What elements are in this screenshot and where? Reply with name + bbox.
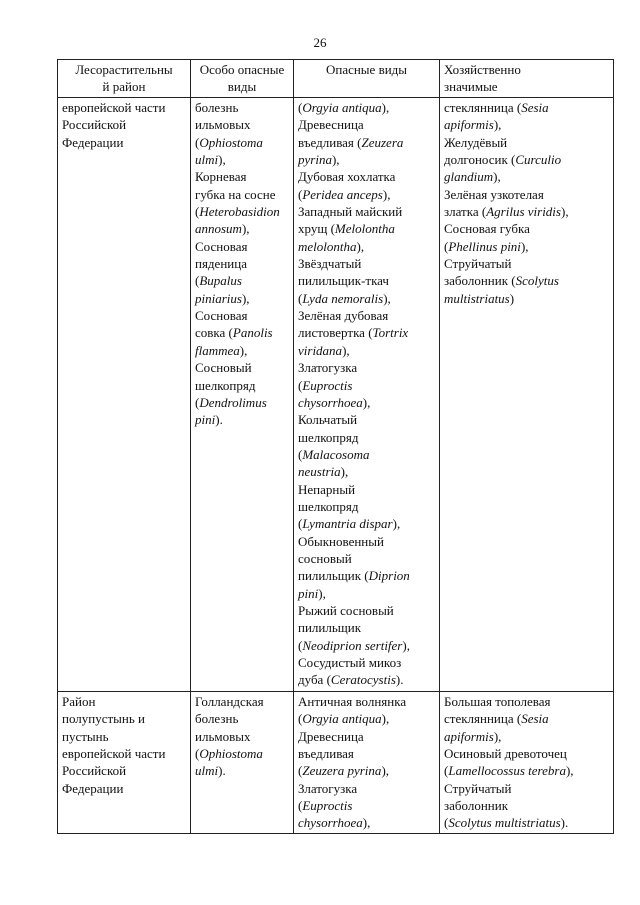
economically-significant-cell bbox=[440, 98, 614, 692]
text-segment: Златогузка bbox=[298, 780, 358, 796]
latin-name: Panolis bbox=[232, 325, 273, 341]
text-segment: ), bbox=[402, 637, 410, 653]
latin-name: ulmi bbox=[195, 152, 219, 168]
text-segment: ( bbox=[444, 238, 449, 254]
text-line bbox=[298, 814, 435, 831]
text-segment: ( bbox=[298, 763, 303, 779]
text-line bbox=[444, 186, 609, 203]
text-segment: ( bbox=[298, 446, 303, 462]
text-segment: ( bbox=[298, 516, 303, 532]
text-segment: ильмовых bbox=[195, 728, 251, 744]
text-segment: ( bbox=[298, 711, 303, 727]
text-segment: Древесница bbox=[298, 117, 364, 133]
latin-name: Lyda nemoralis bbox=[302, 290, 384, 306]
text-segment: шелкопряд bbox=[195, 377, 256, 393]
text-segment: совка ( bbox=[195, 325, 233, 341]
text-line bbox=[444, 693, 609, 710]
text-segment: Сосновая bbox=[195, 238, 248, 254]
text-line bbox=[62, 780, 186, 797]
latin-name: Ceratocystis bbox=[330, 672, 396, 688]
text-segment: ), bbox=[239, 342, 248, 358]
text-line bbox=[195, 203, 289, 220]
text-line bbox=[195, 186, 289, 203]
text-segment: ), bbox=[381, 711, 390, 727]
latin-name: neustria bbox=[298, 464, 341, 480]
text-line bbox=[444, 238, 609, 255]
text-segment: ( bbox=[195, 746, 200, 762]
text-line bbox=[62, 116, 186, 133]
latin-name: Curculio bbox=[515, 152, 562, 168]
text-line bbox=[444, 780, 609, 797]
text-line bbox=[62, 710, 186, 727]
text-line bbox=[298, 797, 435, 814]
latin-name: Bupalus bbox=[199, 273, 242, 289]
text-segment: полупустынь и bbox=[62, 711, 146, 727]
text-line: Лесорастительны bbox=[75, 62, 173, 77]
text-segment: Зелёная узкотелая bbox=[444, 186, 544, 202]
text-line bbox=[62, 134, 186, 151]
dangerous-cell bbox=[294, 692, 440, 834]
text-segment: Российской bbox=[62, 763, 127, 779]
text-line bbox=[195, 151, 289, 168]
text-segment: Голландская bbox=[195, 694, 264, 709]
text-line bbox=[298, 481, 435, 498]
latin-name: annosum bbox=[195, 221, 242, 237]
text-line bbox=[62, 728, 186, 745]
text-segment: ), bbox=[356, 238, 365, 254]
text-segment: ), bbox=[331, 152, 340, 168]
text-line bbox=[298, 324, 435, 341]
text-segment: шелкопряд bbox=[298, 498, 359, 514]
text-segment: ). bbox=[395, 672, 404, 688]
text-segment: ), bbox=[241, 221, 250, 237]
text-segment: ( bbox=[195, 204, 200, 220]
text-line: Опасные виды bbox=[325, 62, 408, 77]
text-line bbox=[298, 290, 435, 307]
text-segment: ( bbox=[298, 798, 303, 814]
text-segment: Федерации bbox=[62, 134, 124, 150]
text-segment: ), bbox=[342, 342, 350, 358]
latin-name: Phellinus pini bbox=[448, 238, 521, 254]
text-line: Хозяйственно bbox=[444, 62, 521, 77]
latin-name: Dendrolimus bbox=[199, 394, 267, 410]
latin-name: Neodiprion sertifer bbox=[302, 637, 403, 653]
text-line bbox=[195, 99, 289, 116]
text-segment: губка на сосне bbox=[195, 186, 276, 202]
text-line bbox=[444, 116, 609, 133]
text-segment: Античная волнянка bbox=[298, 694, 407, 709]
text-segment: пустынь bbox=[62, 728, 109, 744]
text-segment: шелкопряд bbox=[298, 429, 359, 445]
latin-name: Scolytus bbox=[515, 273, 559, 289]
text-segment: Район bbox=[62, 694, 96, 709]
region-cell bbox=[58, 98, 191, 692]
page-number: 26 bbox=[313, 35, 327, 50]
text-segment: ), bbox=[381, 100, 390, 115]
latin-name: ulmi bbox=[195, 763, 219, 779]
text-segment: ), bbox=[381, 763, 390, 779]
text-segment: Желудёвый bbox=[444, 134, 508, 150]
latin-name: Peridea anceps bbox=[302, 186, 383, 202]
text-line bbox=[195, 134, 289, 151]
text-segment: пилильщик-ткач bbox=[298, 273, 389, 289]
latin-name: Scolytus multistriatus bbox=[448, 815, 561, 831]
text-segment: въедливая ( bbox=[298, 134, 362, 150]
text-segment: ), bbox=[565, 763, 574, 779]
text-segment: ), bbox=[218, 152, 226, 168]
text-segment: ( bbox=[298, 100, 303, 115]
header-row bbox=[58, 60, 614, 98]
text-segment: ( bbox=[298, 377, 303, 393]
text-line bbox=[195, 693, 289, 710]
text-segment: европейской части bbox=[62, 100, 166, 115]
text-segment: Сосновая bbox=[195, 308, 248, 324]
text-segment: Звёздчатый bbox=[298, 256, 362, 272]
text-line bbox=[298, 116, 435, 133]
text-line bbox=[298, 238, 435, 255]
latin-name: flammea bbox=[195, 342, 240, 358]
text-line bbox=[444, 255, 609, 272]
text-segment: Кольчатый bbox=[298, 412, 358, 428]
text-segment: Непарный bbox=[298, 481, 356, 497]
text-segment: Обыкновенный bbox=[298, 533, 384, 549]
text-line bbox=[298, 272, 435, 289]
text-line bbox=[298, 671, 435, 688]
text-segment: ( bbox=[195, 394, 200, 410]
text-segment: листовертка ( bbox=[298, 325, 373, 341]
text-line bbox=[444, 290, 609, 307]
latin-name: Lymantria dispar bbox=[302, 516, 393, 532]
text-line bbox=[444, 134, 609, 151]
especially-dangerous-cell bbox=[191, 692, 294, 834]
text-segment: ( bbox=[298, 186, 303, 202]
text-line bbox=[444, 203, 609, 220]
text-line bbox=[195, 255, 289, 272]
text-segment: заболонник bbox=[444, 798, 509, 814]
text-line bbox=[195, 290, 289, 307]
text-segment: болезнь bbox=[195, 100, 239, 115]
text-line bbox=[298, 377, 435, 394]
text-line bbox=[62, 693, 186, 710]
text-segment: долгоносик ( bbox=[444, 152, 516, 168]
text-line bbox=[298, 255, 435, 272]
text-line bbox=[195, 307, 289, 324]
latin-name: apiformis bbox=[444, 117, 494, 133]
text-line bbox=[298, 728, 435, 745]
text-segment: стеклянница ( bbox=[444, 711, 522, 727]
text-segment: европейской части bbox=[62, 746, 166, 762]
text-line bbox=[298, 99, 435, 116]
text-segment: ), bbox=[241, 290, 250, 306]
text-segment: Дубовая хохлатка bbox=[298, 169, 396, 185]
text-segment: болезнь bbox=[195, 711, 239, 727]
text-line bbox=[298, 745, 435, 762]
text-segment: ). bbox=[215, 412, 223, 428]
text-segment: ), bbox=[340, 464, 349, 480]
especially-dangerous-cell bbox=[191, 98, 294, 692]
latin-name: pini bbox=[195, 412, 216, 428]
text-segment: Западный майский bbox=[298, 204, 403, 220]
text-segment: ), bbox=[318, 585, 326, 601]
text-segment: Зелёная дубовая bbox=[298, 308, 389, 324]
table-row bbox=[58, 692, 614, 834]
latin-name: Ophiostoma bbox=[199, 134, 263, 150]
text-line bbox=[298, 585, 435, 602]
text-line bbox=[298, 186, 435, 203]
text-line bbox=[195, 116, 289, 133]
text-segment: ( bbox=[195, 134, 200, 150]
text-line bbox=[298, 394, 435, 411]
text-line bbox=[298, 203, 435, 220]
text-line bbox=[298, 710, 435, 727]
text-line bbox=[195, 762, 289, 779]
latin-name: Melolontha bbox=[334, 221, 395, 237]
text-segment: ( bbox=[444, 763, 449, 779]
text-line bbox=[444, 728, 609, 745]
latin-name: chysorrhoea bbox=[298, 815, 363, 831]
text-segment: хрущ ( bbox=[298, 221, 335, 237]
text-line: виды bbox=[227, 79, 257, 95]
text-line bbox=[298, 307, 435, 324]
text-line bbox=[195, 411, 289, 428]
text-segment: стеклянница ( bbox=[444, 100, 522, 115]
text-line: й район bbox=[102, 79, 146, 95]
text-segment: пилильщик ( bbox=[298, 568, 369, 584]
economically-significant-cell bbox=[440, 692, 614, 834]
header-forest-region bbox=[58, 60, 191, 98]
text-segment: ), bbox=[493, 117, 502, 133]
text-segment: ). bbox=[218, 763, 226, 779]
text-line bbox=[444, 151, 609, 168]
text-line bbox=[298, 498, 435, 515]
text-segment: ильмовых bbox=[195, 117, 251, 133]
text-line bbox=[298, 762, 435, 779]
text-line bbox=[444, 220, 609, 237]
latin-name: pini bbox=[298, 585, 319, 601]
text-segment: Струйчатый bbox=[444, 256, 512, 272]
region-cell bbox=[58, 692, 191, 834]
latin-name: Heterobasidion bbox=[199, 204, 280, 220]
table-row bbox=[58, 98, 614, 692]
text-segment: ), bbox=[493, 169, 501, 185]
text-line bbox=[298, 168, 435, 185]
text-line: Особо опасные bbox=[199, 62, 285, 77]
text-segment: ), bbox=[383, 290, 391, 306]
text-segment: ) bbox=[509, 290, 515, 306]
text-segment: ), bbox=[362, 394, 371, 410]
text-segment: Рыжий сосновый bbox=[298, 602, 394, 618]
text-segment: Древесница bbox=[298, 728, 364, 744]
text-segment: Сосудистый микоз bbox=[298, 655, 402, 670]
text-segment: ( bbox=[298, 637, 303, 653]
text-line bbox=[195, 394, 289, 411]
latin-name: glandium bbox=[444, 169, 494, 185]
text-segment: ), bbox=[493, 728, 502, 744]
text-line bbox=[444, 272, 609, 289]
text-line bbox=[298, 446, 435, 463]
latin-name: Zeuzera bbox=[361, 134, 404, 150]
text-line bbox=[298, 429, 435, 446]
text-segment: ( bbox=[444, 815, 449, 831]
text-segment: сосновый bbox=[298, 550, 352, 566]
text-line bbox=[298, 515, 435, 532]
latin-name: apiformis bbox=[444, 728, 494, 744]
text-line bbox=[298, 220, 435, 237]
text-segment: дуба ( bbox=[298, 672, 331, 688]
text-line bbox=[444, 762, 609, 779]
latin-name: multistriatus bbox=[444, 290, 510, 306]
text-line bbox=[195, 324, 289, 341]
latin-name: Agrilus viridis bbox=[486, 204, 561, 220]
text-segment: Корневая bbox=[195, 169, 247, 185]
forest-pests-table bbox=[57, 59, 614, 834]
text-segment: Сосновая губка bbox=[444, 221, 530, 237]
latin-name: pyrina bbox=[298, 152, 332, 168]
text-segment: Большая тополевая bbox=[444, 694, 551, 709]
latin-name: Orgyia antiqua bbox=[302, 711, 382, 727]
latin-name: chysorrhoea bbox=[298, 394, 363, 410]
latin-name: Ophiostoma bbox=[199, 746, 263, 762]
latin-name: melolontha bbox=[298, 238, 357, 254]
dangerous-cell bbox=[294, 98, 440, 692]
text-line bbox=[298, 693, 435, 710]
text-line bbox=[62, 99, 186, 116]
text-line bbox=[298, 550, 435, 567]
latin-name: viridana bbox=[298, 342, 343, 358]
text-segment: ), bbox=[560, 204, 569, 220]
header-dangerous bbox=[294, 60, 440, 98]
text-line bbox=[298, 411, 435, 428]
latin-name: Tortrix bbox=[372, 325, 409, 341]
latin-name: Diprion bbox=[368, 568, 410, 584]
text-line bbox=[444, 745, 609, 762]
text-segment: Струйчатый bbox=[444, 780, 512, 796]
text-line bbox=[298, 134, 435, 151]
text-line bbox=[195, 359, 289, 376]
text-segment: пилильщик bbox=[298, 620, 362, 636]
latin-name: Euproctis bbox=[302, 377, 353, 393]
text-line bbox=[195, 377, 289, 394]
text-segment: ), bbox=[520, 238, 529, 254]
text-line bbox=[444, 814, 609, 831]
text-segment: ), bbox=[392, 516, 401, 532]
text-segment: ( bbox=[298, 290, 303, 306]
header-economically-significant bbox=[440, 60, 614, 98]
text-segment: Златогузка bbox=[298, 360, 358, 376]
text-line bbox=[195, 342, 289, 359]
text-segment: Российской bbox=[62, 117, 127, 133]
text-segment: заболонник ( bbox=[444, 273, 516, 289]
text-line bbox=[298, 780, 435, 797]
text-line bbox=[298, 619, 435, 636]
text-line bbox=[195, 238, 289, 255]
latin-name: Lamellocossus terebra bbox=[448, 763, 566, 779]
text-line bbox=[298, 533, 435, 550]
latin-name: Sesia bbox=[521, 711, 549, 727]
text-line bbox=[195, 272, 289, 289]
text-segment: ), bbox=[362, 815, 371, 831]
text-line bbox=[298, 637, 435, 654]
text-line bbox=[195, 710, 289, 727]
text-line bbox=[195, 168, 289, 185]
text-segment: ( bbox=[195, 273, 200, 289]
text-line bbox=[195, 220, 289, 237]
header-especially-dangerous bbox=[191, 60, 294, 98]
text-segment: Сосновый bbox=[195, 360, 252, 376]
latin-name: Orgyia antiqua bbox=[302, 100, 382, 115]
text-line bbox=[444, 99, 609, 116]
text-segment: Осиновый древоточец bbox=[444, 746, 567, 762]
text-segment: златка ( bbox=[444, 204, 487, 220]
text-line bbox=[298, 602, 435, 619]
text-segment: ). bbox=[560, 815, 569, 831]
text-segment: пяденица bbox=[195, 256, 247, 272]
text-line bbox=[298, 359, 435, 376]
text-line bbox=[195, 745, 289, 762]
latin-name: piniarius bbox=[195, 290, 242, 306]
text-line bbox=[298, 151, 435, 168]
latin-name: Zeuzera pyrina bbox=[302, 763, 382, 779]
text-line bbox=[298, 654, 435, 671]
text-line bbox=[444, 710, 609, 727]
text-line: значимые bbox=[444, 79, 498, 95]
latin-name: Euproctis bbox=[302, 798, 353, 814]
text-line bbox=[298, 567, 435, 584]
text-line bbox=[298, 463, 435, 480]
latin-name: Sesia bbox=[521, 100, 549, 115]
text-line bbox=[62, 762, 186, 779]
text-line bbox=[298, 342, 435, 359]
text-line bbox=[195, 728, 289, 745]
text-segment: Федерации bbox=[62, 780, 124, 796]
text-line bbox=[444, 797, 609, 814]
latin-name: Malacosoma bbox=[302, 446, 370, 462]
text-line bbox=[62, 745, 186, 762]
text-segment: ), bbox=[382, 186, 391, 202]
text-segment: въедливая bbox=[298, 746, 354, 762]
text-line bbox=[444, 168, 609, 185]
